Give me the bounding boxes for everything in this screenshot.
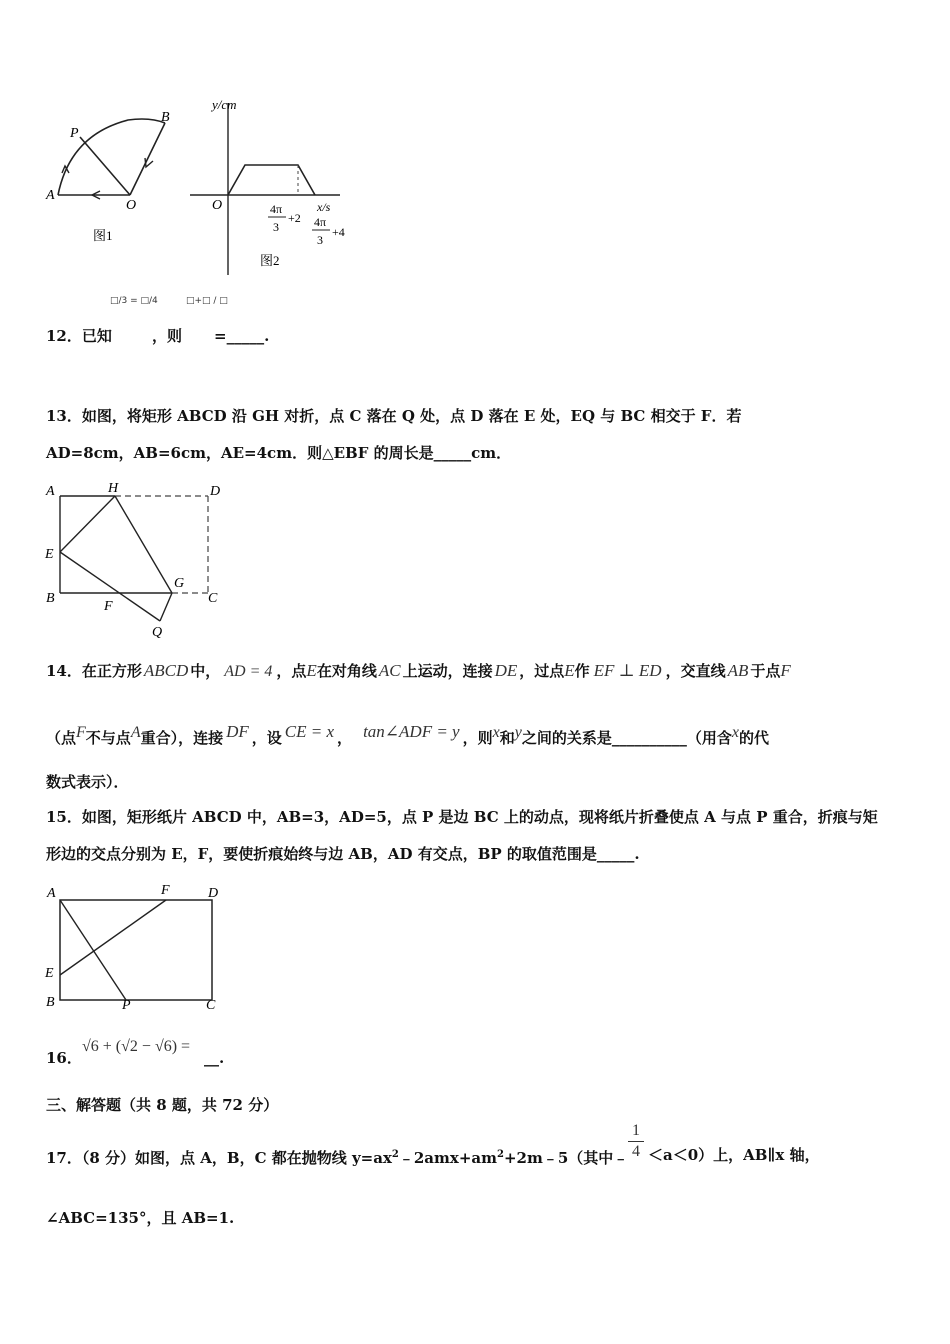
tick2-den: 3 xyxy=(317,233,323,247)
q15-figure-svg xyxy=(40,880,230,1015)
q14-l1-j: 于点 xyxy=(750,662,781,680)
q14-l1-f2: F xyxy=(780,661,791,680)
segment-ef xyxy=(60,900,166,975)
tick1-num: 4π xyxy=(270,202,283,216)
label-b: B xyxy=(46,995,55,1010)
q14-l1-perp: EF ⊥ ED xyxy=(593,661,662,680)
q13-figure-svg xyxy=(40,478,230,643)
label-f: F xyxy=(104,599,113,614)
q14-l1-f: 上运动，连接 xyxy=(402,662,493,680)
q14-line3: 数式表示）． xyxy=(46,773,129,791)
q14-l2-aa: A xyxy=(130,724,141,741)
q14-l2-i: 的代 xyxy=(738,729,769,747)
q17-frac-bar xyxy=(628,1141,644,1142)
q15-figure xyxy=(40,880,230,1015)
label-p: P xyxy=(122,998,131,1013)
q17-l1-a: 17．（8 分）如图，点 A，B，C 都在抛物线 y=ax xyxy=(46,1149,392,1167)
q17-fraction xyxy=(628,1122,644,1161)
q14-l2-f2: ，则 xyxy=(462,729,493,747)
q17-line1-end: ＜a＜0）上，AB∥x 轴， xyxy=(648,1146,820,1164)
q14-l2-x: x xyxy=(492,724,500,741)
q13-figure xyxy=(40,478,230,643)
q14-l2-tan: tan∠ADF = y xyxy=(363,722,460,741)
q14-l1-e2: E xyxy=(564,661,575,680)
q14-l1-a: 14．在正方形 xyxy=(46,662,142,680)
q17-l1-b: ﹣2amx+am xyxy=(398,1149,498,1167)
q14-line2 xyxy=(46,716,769,754)
arrow-bo xyxy=(145,158,153,167)
q12-number: 12．已知 xyxy=(46,327,112,345)
q14-l2-y: y xyxy=(514,724,522,741)
q14-l2-g: 和 xyxy=(499,729,515,747)
q16-blank: __. xyxy=(204,1049,225,1067)
label-e: E xyxy=(45,547,54,562)
label-a: A xyxy=(46,188,55,203)
q17-l1-c: +2m﹣5（其中﹣ xyxy=(503,1149,629,1167)
figure-1-caption: 图1 xyxy=(93,228,113,243)
figure-1-2-svg xyxy=(40,95,360,275)
q14-l2-df: DF xyxy=(226,722,249,741)
q14-l1-i: ，交直线 xyxy=(665,662,726,680)
segment-ob xyxy=(130,123,165,195)
q16-expression: √6 + (√2 − √6) = xyxy=(82,1038,191,1055)
label-c: C xyxy=(206,998,216,1013)
label-o: O xyxy=(126,198,137,213)
label-q: Q xyxy=(152,625,163,640)
tick2-num: 4π xyxy=(314,215,327,229)
q12-frac-left: □/3 = □/4 xyxy=(110,296,158,306)
figure-1 xyxy=(45,110,170,243)
label-c: C xyxy=(208,591,218,606)
label-d: D xyxy=(210,484,221,499)
label-d: D xyxy=(208,886,219,901)
q14-l2-a: （点 xyxy=(46,729,77,747)
label-f: F xyxy=(161,883,170,898)
figure-1-2-panel xyxy=(40,95,360,275)
q14-l1-ac: AC xyxy=(378,661,401,680)
q15-line1: 15．如图，矩形纸片 ABCD 中，AB=3，AD=5，点 P 是边 BC 上的动点，现将纸片折叠使点 A 与点 P 重合，折痕与矩 xyxy=(46,808,878,826)
q14-l1-b: 中， xyxy=(190,662,221,680)
q14-line1 xyxy=(46,661,791,682)
segment-hg xyxy=(115,496,172,593)
label-p: P xyxy=(70,126,79,141)
segment-qg xyxy=(160,593,172,621)
graph-line xyxy=(228,165,315,195)
rectangle-abcd xyxy=(60,900,212,1000)
segment-eh xyxy=(60,496,115,552)
q14-l2-h: 之间的关系是__________（用含 xyxy=(521,729,732,747)
x-axis-label: x/s xyxy=(317,200,331,214)
label-h: H xyxy=(108,481,119,496)
segment-op xyxy=(80,137,130,195)
tick1-den: 3 xyxy=(273,220,279,234)
label-g: G xyxy=(174,576,185,591)
section-3-title: 三、解答题（共 8 题，共 72 分） xyxy=(46,1096,279,1114)
q17-sup1: 2 xyxy=(391,1149,399,1160)
q15-line2: 形边的交点分别为 E，F，要使折痕始终与边 AB，AD 有交点，BP 的取值范围是_____. xyxy=(46,845,640,863)
q14-l2-x2: x xyxy=(731,724,739,741)
label-e: E xyxy=(45,966,54,981)
q17-sup2: 2 xyxy=(497,1149,504,1160)
q14-l1-ad: AD = 4 xyxy=(224,663,273,680)
tick1-suffix: +2 xyxy=(288,211,301,225)
q12-mid: ，则 xyxy=(152,327,183,345)
q14-l1-d: 在对角线 xyxy=(316,662,377,680)
q14-l2-ce: CE = x xyxy=(284,722,335,741)
label-b: B xyxy=(161,110,170,125)
q14-l1-e: E xyxy=(306,661,317,680)
q14-l1-g: ，过点 xyxy=(519,662,565,680)
origin-label: O xyxy=(212,198,223,213)
q14-l1-de: DE xyxy=(494,661,518,680)
q14-l1-abcd: ABCD xyxy=(143,661,189,680)
q17-line2: ∠ABC=135°，且 AB=1. xyxy=(46,1209,235,1227)
q13-line2: AD=8cm，AB=6cm，AE=4cm．则△EBF 的周长是_____cm． xyxy=(46,444,512,462)
q14-l2-e: ， xyxy=(337,729,353,747)
tick2-suffix: +4 xyxy=(332,225,345,239)
q14-l2-d: ，设 xyxy=(251,729,282,747)
q17-line1 xyxy=(46,1145,628,1168)
label-b: B xyxy=(46,591,55,606)
figure-2-caption: 图2 xyxy=(260,253,280,268)
segment-ap xyxy=(60,900,126,1000)
q14-l2-c: 重合），连接 xyxy=(140,729,224,747)
q14-l1-h: 作 xyxy=(574,662,590,680)
label-a: A xyxy=(46,484,55,499)
label-a: A xyxy=(47,886,56,901)
y-axis-label: y/cm xyxy=(212,97,237,112)
q17-frac-num: 1 xyxy=(632,1122,640,1139)
q14-l2-b: 不与点 xyxy=(85,729,131,747)
q12-end: =_____. xyxy=(214,327,270,345)
figure-2 xyxy=(190,97,345,275)
q14-l2-f: F xyxy=(76,724,86,741)
q17-frac-den: 4 xyxy=(632,1143,640,1160)
q12-frac-right: □+□ / □ xyxy=(186,296,228,306)
q13-line1: 13．如图，将矩形 ABCD 沿 GH 对折，点 C 落在 Q 处，点 D 落在 E 处，EQ 与 BC 相交于 F．若 xyxy=(46,407,742,425)
q14-l1-ab: AB xyxy=(727,661,749,680)
q14-l1-c: ，点 xyxy=(276,662,307,680)
q16-number: 16． xyxy=(46,1049,82,1067)
